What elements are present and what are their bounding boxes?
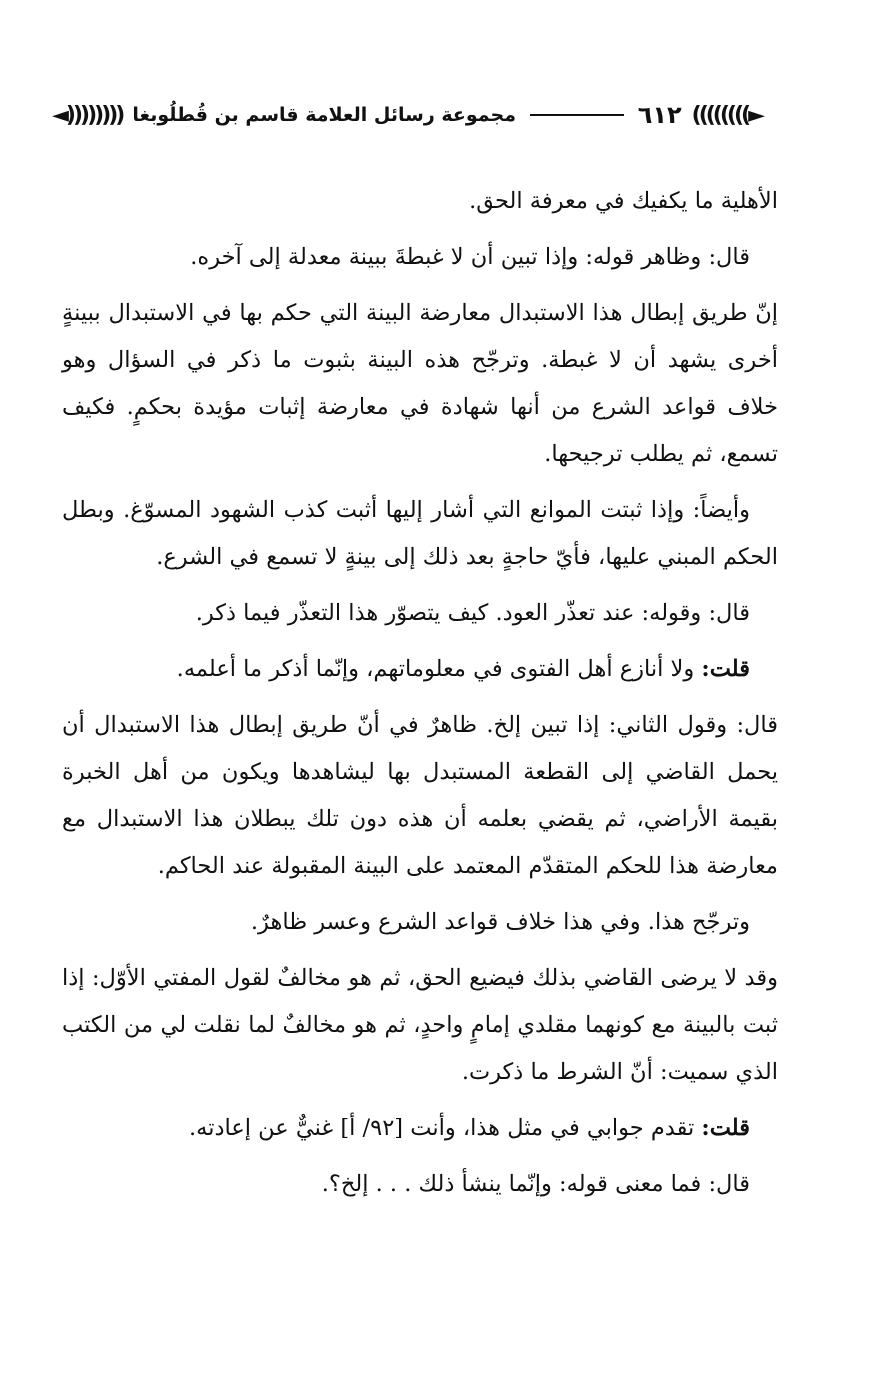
running-title: مجموعة رسائل العلامة قاسم بن قُطلُوبغا	[132, 104, 516, 126]
paragraph-4: وأيضاً: وإذا ثبتت الموانع التي أشار إليها أثبت كذب الشهود المسوّغ. وبطل الحكم المبني عليها، فأيّ حاجةٍ بعد ذلك إلى بينةٍ لا تسمع في الشرع.	[62, 497, 778, 570]
paragraph-7: قال: وقول الثاني: إذا تبين إلخ. ظاهرٌ في أنّ طريق إبطال هذا الاستبدال أن يحمل القاضي إلى القطعة المستبدل بها ليشاهدها ويكون من أهل الخبرة بقيمة الأراضي، ثم يقضي بعلمه أن هذه دون تلك يبطلان هذا الاستبدال مع معارضة هذا للحكم المتقدّم المعتمد على البينة المقبولة عند الحاكم.	[62, 712, 778, 879]
paragraph-3: إنّ طريق إبطال هذا الاستبدال معارضة البينة التي حكم بها في الاستبدال ببينةٍ أخرى يشهد أن لا غبطة. وترجّح هذه البينة بثبوت ما ذكر في السؤال وهو خلاف قواعد الشرع من أنها شهادة في معارضة إثبات مؤيدة بحكمٍ. فكيف تسمع، ثم يطلب ترجيحها.	[62, 300, 778, 467]
paragraph-5: قال: وقوله: عند تعذّر العود. كيف يتصوّر هذا التعذّر فيما ذكر.	[195, 600, 750, 626]
paragraph-1: الأهلية ما يكفيك في معرفة الحق.	[469, 188, 778, 214]
page-body	[62, 178, 778, 1217]
page-header	[52, 98, 762, 132]
paragraph-10: قلت: تقدم جوابي في مثل هذا، وأنت [٩٢/ أ] غنيٌّ عن إعادته.	[189, 1115, 750, 1141]
paragraph-9: وقد لا يرضى القاضي بذلك فيضيع الحق، ثم هو مخالفٌ لقول المفتي الأوّل: إذا ثبت بالبينة مع كونهما مقلدي إمامٍ واحدٍ، ثم هو مخالفٌ لما نقلت لي من الكتب الذي سميت: أنّ الشرط ما ذكرت.	[62, 965, 778, 1085]
right-ornament: ((((((((►	[691, 102, 762, 128]
page-number: ٦١٢	[637, 101, 682, 129]
paragraph-2: قال: وظاهر قوله: وإذا تبين أن لا غبطةَ ببينة معدلة إلى آخره.	[190, 244, 750, 270]
header-rule	[530, 114, 624, 116]
paragraph-8: وترجّح هذا. وفي هذا خلاف قواعد الشرع وعسر ظاهرٌ.	[250, 909, 750, 935]
paragraph-11: قال: فما معنى قوله: وإنّما ينشأ ذلك . . . إلخ؟.	[321, 1171, 750, 1197]
left-ornament: ◄))))))))	[52, 102, 123, 128]
paragraph-6: قلت: ولا أنازع أهل الفتوى في معلوماتهم، وإنّما أذكر ما أعلمه.	[176, 656, 750, 682]
